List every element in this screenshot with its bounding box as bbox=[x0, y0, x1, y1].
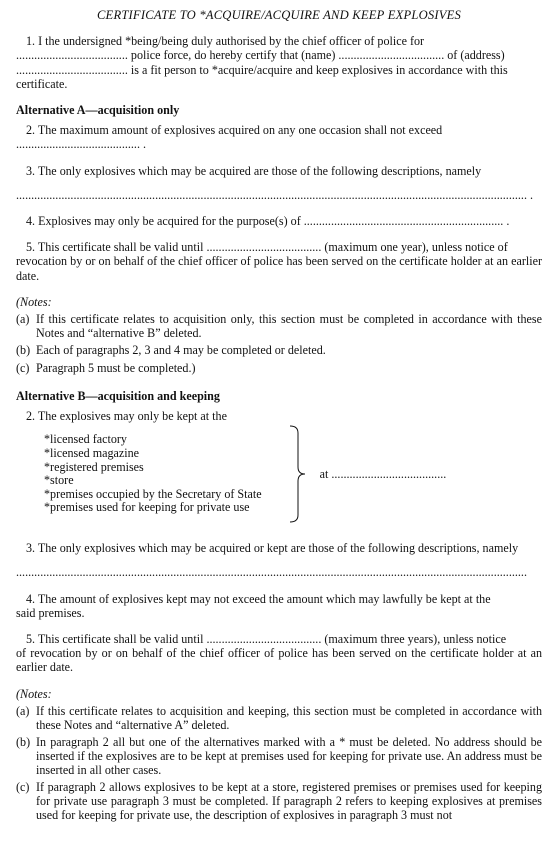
note-key: (c) bbox=[16, 779, 30, 794]
alt-a-p4: 4. Explosives may only be acquired for the purpose(s) of .................................................................. . bbox=[26, 214, 510, 229]
para1-line2: ..................................... police force, do hereby certify that (name) ................................... of (address) bbox=[16, 48, 505, 63]
premises-address-field: at ...................................... bbox=[319, 467, 447, 482]
note-text: If this certificate relates to acquisition only, this section must be completed in accordance with these Notes and “alternative B” deleted. bbox=[36, 312, 542, 341]
note-key: (a) bbox=[16, 703, 30, 718]
alt-a-note bbox=[16, 312, 542, 340]
alt-a-p5-line2: revocation by or on behalf of the chief officer of police has been served on the certificate holder at an earlier date. bbox=[16, 254, 542, 283]
alt-a-p3-dots: ......................................................................................................................................................................... . bbox=[16, 187, 534, 202]
alt-b-p2: 2. The explosives may only be kept at the bbox=[26, 409, 227, 424]
alt-b-premises-options bbox=[44, 425, 542, 523]
premises-option: *licensed magazine bbox=[44, 446, 140, 461]
alt-a-note bbox=[16, 361, 542, 375]
alt-b-note bbox=[16, 704, 542, 732]
alt-a-p2-line2: ......................................... . bbox=[16, 137, 147, 152]
alt-a-note bbox=[16, 343, 542, 357]
alt-b-paragraph-3 bbox=[16, 541, 542, 579]
alternative-a-heading: Alternative A—acquisition only bbox=[16, 103, 180, 118]
para1-line4: certificate. bbox=[16, 76, 68, 91]
premises-option: *premises used for keeping for private use bbox=[44, 500, 250, 515]
premises-option: *licensed factory bbox=[44, 432, 127, 447]
note-key: (c) bbox=[16, 360, 30, 375]
alt-a-notes bbox=[16, 312, 542, 375]
alt-b-notes bbox=[16, 704, 542, 822]
paragraph-1 bbox=[16, 34, 542, 91]
premises-list bbox=[44, 433, 262, 515]
alt-a-notes-title: (Notes: bbox=[16, 294, 52, 309]
alternative-b-heading: Alternative B—acquisition and keeping bbox=[16, 388, 220, 403]
note-key: (b) bbox=[16, 343, 31, 358]
alt-b-p5-line2: of revocation by or on behalf of the chief officer of police has been served on the certificate holder at an earlier date. bbox=[16, 646, 542, 675]
para1-line3: ..................................... is a fit person to *acquire/acquire and keep explosives in accordance with this bbox=[16, 62, 508, 77]
note-key: (a) bbox=[16, 312, 30, 327]
alt-a-paragraph-4 bbox=[16, 214, 542, 228]
note-text: Each of paragraphs 2, 3 and 4 may be completed or deleted. bbox=[36, 343, 326, 358]
note-key: (b) bbox=[16, 734, 31, 749]
alt-b-p3: 3. The only explosives which may be acquired or kept are those of the following descriptions, namely bbox=[26, 541, 519, 556]
premises-option: *store bbox=[44, 473, 74, 488]
premises-option: *premises occupied by the Secretary of State bbox=[44, 486, 262, 501]
alt-a-p3: 3. The only explosives which may be acquired are those of the following descriptions, namely bbox=[26, 163, 482, 178]
certificate-title: CERTIFICATE TO *ACQUIRE/ACQUIRE AND KEEP EXPLOSIVES bbox=[96, 8, 462, 22]
alt-b-paragraph-5 bbox=[16, 632, 542, 675]
alt-a-p2-line1: 2. The maximum amount of explosives acquired on any one occasion shall not exceed bbox=[26, 123, 443, 138]
alt-a-paragraph-3 bbox=[16, 164, 542, 202]
note-text: Paragraph 5 must be completed.) bbox=[36, 360, 196, 375]
alt-a-paragraph-2 bbox=[16, 123, 542, 151]
alt-a-p5-line1: 5. This certificate shall be valid until ...................................... (maximum one year), unless notice of bbox=[26, 240, 508, 255]
note-text: If paragraph 2 allows explosives to be kept at a store, registered premises or premises used for keeping for private use paragraph 3 must be completed. If paragraph 2 refers to keeping explosives at premises used for keeping for private use, the description of explosives in paragraph 3 must not bbox=[36, 779, 542, 822]
premises-option: *registered premises bbox=[44, 459, 144, 474]
alt-b-p4-line1: 4. The amount of explosives kept may not exceed the amount which may lawfully be kept at the bbox=[26, 591, 491, 606]
note-text: In paragraph 2 all but one of the alternatives marked with a * must be deleted. No address should be inserted if the explosives are to be kept at premises used for keeping for private use. An address must be inserted in all other cases. bbox=[36, 734, 542, 777]
alt-b-note bbox=[16, 735, 542, 777]
alt-a-paragraph-5 bbox=[16, 240, 542, 283]
alt-b-p3-dots: ......................................................................................................................................................................... bbox=[16, 565, 527, 580]
alt-b-p4-line2: said premises. bbox=[16, 605, 85, 620]
alt-b-notes-title: (Notes: bbox=[16, 686, 52, 701]
alt-b-paragraph-4 bbox=[16, 592, 542, 620]
right-brace-icon bbox=[288, 425, 312, 523]
alt-b-note bbox=[16, 780, 542, 822]
note-text: If this certificate relates to acquisition and keeping, this section must be completed in accordance with these Notes and “alternative A” deleted. bbox=[36, 703, 542, 732]
alt-b-p5-line1: 5. This certificate shall be valid until ...................................... (maximum three years), unless notice bbox=[26, 632, 507, 647]
para1-line1: 1. I the undersigned *being/being duly authorised by the chief officer of police for bbox=[26, 34, 425, 49]
